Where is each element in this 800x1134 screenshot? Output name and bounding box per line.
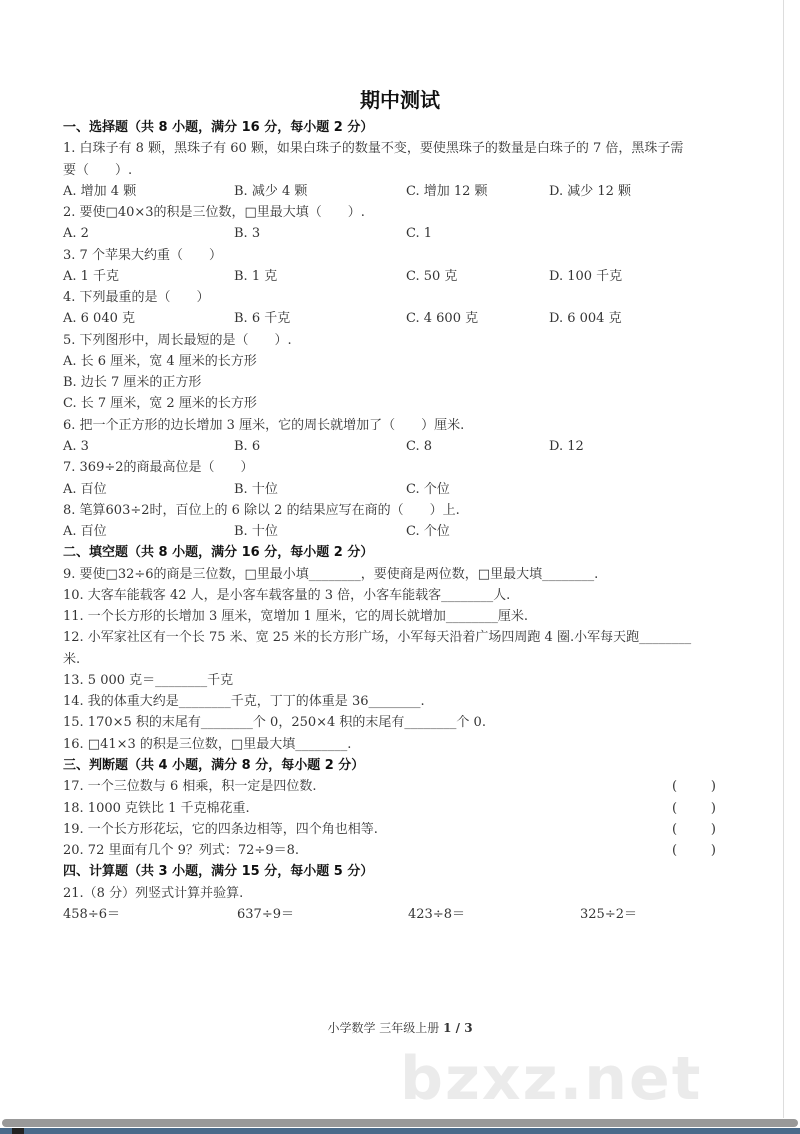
paren-open: ( xyxy=(672,800,678,816)
option-c: C. 长 7 厘米，宽 2 厘米的长方形 xyxy=(63,396,257,412)
question-14: 14. 我的体重大约是________千克，丁丁的体重是 36________. xyxy=(63,694,425,710)
option-c: C. 个位 xyxy=(406,524,450,540)
option-b: B. 十位 xyxy=(234,481,278,497)
watermark: bzxz.net xyxy=(400,1044,703,1114)
option-c: C. 个位 xyxy=(406,481,450,497)
page-number: 1 / 3 xyxy=(443,1021,473,1035)
options-4 xyxy=(63,308,763,329)
paren-close: ) xyxy=(710,843,716,859)
question-text: 18. 1000 克铁比 1 千克棉花重. xyxy=(63,800,250,816)
paren-open: ( xyxy=(672,779,678,795)
question-11: 11. 一个长方形的长增加 3 厘米，宽增加 1 厘米，它的周长就增加________厘米. xyxy=(63,609,529,625)
page-footer xyxy=(0,1020,800,1036)
horizontal-scrollbar[interactable] xyxy=(2,1119,798,1127)
options-3 xyxy=(63,266,763,287)
options-2 xyxy=(63,223,763,244)
section-heading: 一、选择题（共 8 小题，满分 16 分，每小题 2 分） xyxy=(63,120,374,135)
paren-close: ) xyxy=(710,800,716,816)
option-a: A. 长 6 厘米，宽 4 厘米的长方形 xyxy=(63,353,257,369)
page-edge xyxy=(783,0,784,1118)
option-a: A. 2 xyxy=(63,226,89,242)
paren-close: ) xyxy=(710,779,716,795)
option-b: B. 3 xyxy=(234,226,261,242)
option-b: B. 6 千克 xyxy=(234,311,291,327)
question-1: 1. 白珠子有 8 颗，黑珠子有 60 颗，如果白珠子的数量不变，要使黑珠子的数量是白珠子的 7 倍，黑珠子需 xyxy=(63,141,684,157)
options-7 xyxy=(63,479,763,500)
question-text: 20. 72 里面有几个 9？列式：72÷9＝8. xyxy=(63,843,299,859)
option-c: C. 增加 12 颗 xyxy=(406,183,488,199)
question-2: 2. 要使□40×3的积是三位数，□里最大填（ ）. xyxy=(63,205,365,221)
answer-parens xyxy=(672,819,716,840)
options-6 xyxy=(63,436,763,457)
question-21: 21.（8 分）列竖式计算并验算. xyxy=(63,885,244,901)
calc-item: 423÷8＝ xyxy=(408,906,465,922)
section-heading: 二、填空题（共 8 小题，满分 16 分，每小题 2 分） xyxy=(63,545,374,561)
paren-close: ) xyxy=(710,821,716,837)
taskbar-icon[interactable] xyxy=(12,1128,24,1134)
option-a: A. 3 xyxy=(63,438,89,454)
question-12: 12. 小军家社区有一个长 75 米、宽 25 米的长方形广场，小军每天沿着广场四周跑 4 圈.小军每天跑________ xyxy=(63,630,692,646)
option-a: A. 6 040 克 xyxy=(63,311,136,327)
option-d: D. 12 xyxy=(549,438,584,454)
question-text: 17. 一个三位数与 6 相乘，积一定是四位数. xyxy=(63,779,317,795)
question-3: 3. 7 个苹果大约重（ ） xyxy=(63,247,222,263)
question-8: 8. 笔算603÷2时，百位上的 6 除以 2 的结果应写在商的（ ）上. xyxy=(63,502,460,518)
option-b: B. 十位 xyxy=(234,524,278,540)
options-8 xyxy=(63,521,763,542)
calc-item: 325÷2＝ xyxy=(580,906,637,922)
answer-parens xyxy=(672,798,716,819)
question-10: 10. 大客车能载客 42 人，是小客车载客量的 3 倍，小客车能载客________人. xyxy=(63,587,511,603)
question-4: 4. 下列最重的是（ ） xyxy=(63,290,210,306)
taskbar xyxy=(0,1128,800,1134)
question-1-cont: 要（ ）. xyxy=(63,162,133,178)
paren-open: ( xyxy=(672,821,678,837)
question-20 xyxy=(63,840,763,861)
option-d: D. 6 004 克 xyxy=(549,311,622,327)
option-c: C. 50 克 xyxy=(406,268,458,284)
options-1 xyxy=(63,181,763,202)
option-b: B. 6 xyxy=(234,438,261,454)
calc-item: 458÷6＝ xyxy=(63,906,120,922)
option-a: A. 百位 xyxy=(63,524,107,540)
question-9: 9. 要使□32÷6的商是三位数，□里最小填________，要使商是两位数，□里最大填________. xyxy=(63,566,599,582)
option-a: A. 百位 xyxy=(63,481,107,497)
option-c: C. 1 xyxy=(406,226,433,242)
option-a: A. 增加 4 颗 xyxy=(63,183,137,199)
page-title: 期中测试 xyxy=(360,88,440,112)
question-19 xyxy=(63,819,763,840)
paren-open: ( xyxy=(672,843,678,859)
question-15: 15. 170×5 积的末尾有________个 0，250×4 积的末尾有________个 0. xyxy=(63,715,486,731)
answer-parens xyxy=(672,776,716,797)
calc-item: 637÷9＝ xyxy=(237,906,294,922)
question-7: 7. 369÷2的商最高位是（ ） xyxy=(63,460,254,476)
option-c: C. 4 600 克 xyxy=(406,311,479,327)
option-b: B. 边长 7 厘米的正方形 xyxy=(63,375,202,391)
exam-content xyxy=(63,117,763,925)
question-16: 16. □41×3 的积是三位数，□里最大填________. xyxy=(63,736,352,752)
option-a: A. 1 千克 xyxy=(63,268,120,284)
section-heading: 三、判断题（共 4 小题，满分 8 分，每小题 2 分） xyxy=(63,757,365,773)
option-c: C. 8 xyxy=(406,438,433,454)
footer-subject: 小学数学 三年级上册 xyxy=(327,1021,440,1035)
question-5: 5. 下列图形中，周长最短的是（ ）. xyxy=(63,332,292,348)
option-b: B. 1 克 xyxy=(234,268,278,284)
option-d: D. 100 千克 xyxy=(549,268,623,284)
section-heading: 四、计算题（共 3 小题，满分 15 分，每小题 5 分） xyxy=(63,864,374,880)
answer-parens xyxy=(672,840,716,861)
option-b: B. 减少 4 颗 xyxy=(234,183,308,199)
question-18 xyxy=(63,798,763,819)
question-6: 6. 把一个正方形的边长增加 3 厘米，它的周长就增加了（ ）厘米. xyxy=(63,417,465,433)
question-17 xyxy=(63,776,763,797)
question-text: 19. 一个长方形花坛，它的四条边相等，四个角也相等. xyxy=(63,821,378,837)
question-13: 13. 5 000 克＝________千克 xyxy=(63,672,234,688)
question-12-cont: 米. xyxy=(63,651,81,667)
option-d: D. 减少 12 颗 xyxy=(549,183,632,199)
calc-items xyxy=(63,904,763,925)
